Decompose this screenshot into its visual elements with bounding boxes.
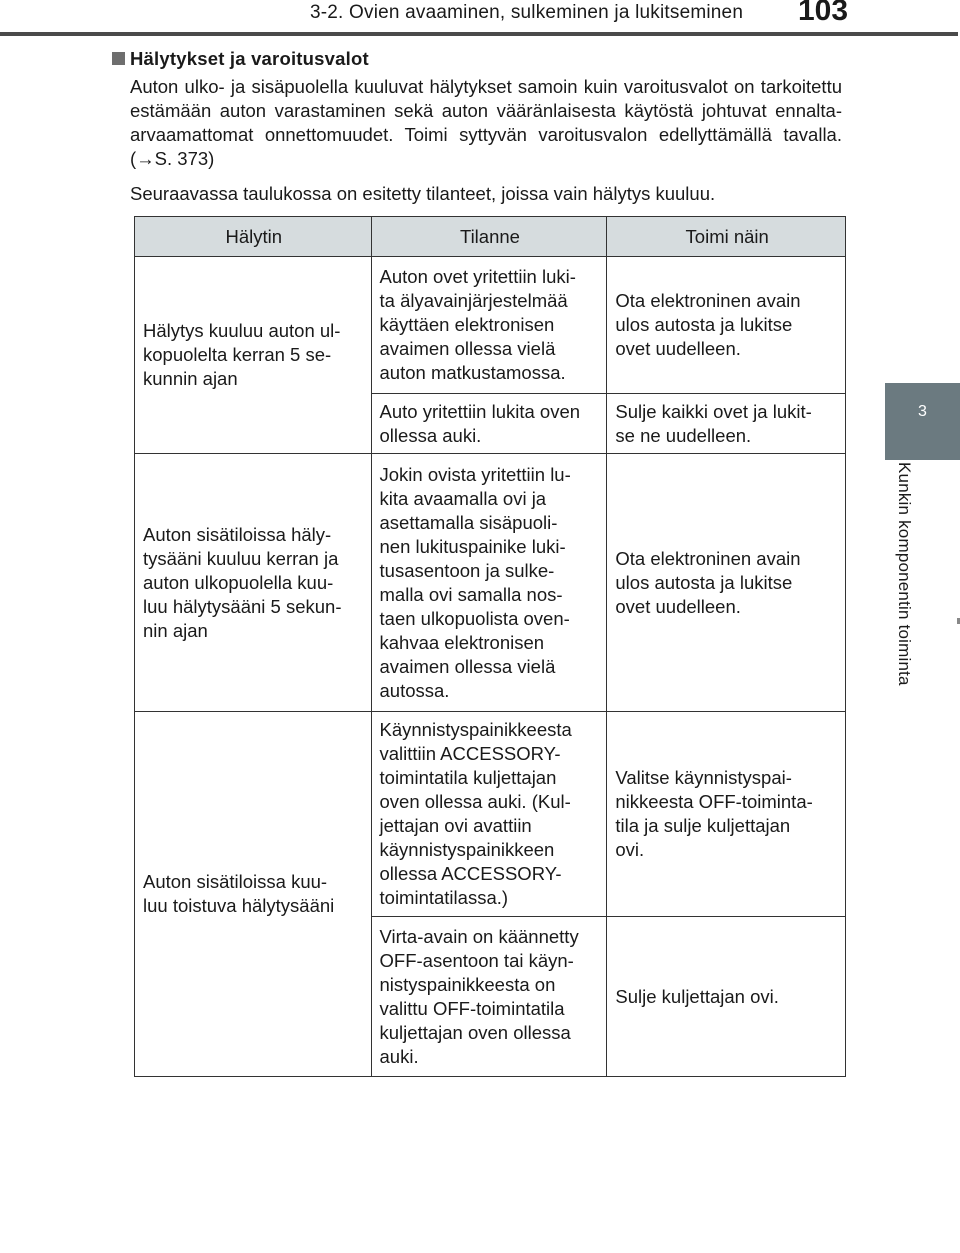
alarm-cell: Auton sisätiloissa häly- tysääni kuuluu kerran ja auton ulkopuolella kuu- luu hälytysääni 5 sekun- nin ajan bbox=[135, 454, 372, 712]
table-row bbox=[135, 454, 846, 712]
table-intro-paragraph: Seuraavassa taulukossa on esitetty tilanteet, joissa vain hälytys kuuluu. bbox=[130, 183, 716, 204]
chapter-tab-number: 3 bbox=[918, 403, 927, 420]
action-cell: Sulje kaikki ovet ja lukit- se ne uudelleen. bbox=[607, 394, 846, 454]
chapter-side-label: Kunkin komponentin toiminta bbox=[895, 462, 914, 686]
situation-cell: Jokin ovista yritettiin lu- kita avaamalla ovi ja asettamalla sisäpuoli- nen lukituspainike luki- tusasentoon ja sulke- malla ovi samalla nos- taen ulkopuolista oven- kahvaa elektronisen avaimen ollessa vielä autossa. bbox=[371, 454, 607, 712]
situation-cell: Virta-avain on käännetty OFF-asentoon tai käyn- nistyspainikkeesta on valittu OFF-toimintatila kuljettajan oven ollessa auki. bbox=[371, 917, 607, 1077]
alarm-table bbox=[134, 216, 846, 1077]
intro-paragraph: Auton ulko- ja sisäpuolella kuuluvat hälytykset samoin kuin varoitusvalot on tarkoitettu estämään auton varastaminen sekä auton vääränlaisesta käytöstä johtuvat ennalta-arvaamattomat onnettomuudet. Toimi syttyvän varoitusvalon edellyttämällä tavalla. (→S. 373) bbox=[130, 76, 842, 169]
action-cell: Ota elektroninen avain ulos autosta ja lukitse ovet uudelleen. bbox=[607, 454, 846, 712]
section-heading bbox=[112, 48, 369, 70]
action-cell: Ota elektroninen avain ulos autosta ja lukitse ovet uudelleen. bbox=[607, 257, 846, 394]
column-header-situation: Tilanne bbox=[371, 217, 607, 257]
column-header-alarm: Hälytin bbox=[135, 217, 372, 257]
header-title: 3-2. Ovien avaaminen, sulkeminen ja lukitseminen bbox=[310, 2, 744, 23]
alarm-cell: Hälytys kuuluu auton ul- kopuolelta kerran 5 se- kunnin ajan bbox=[135, 257, 372, 454]
situation-cell: Auto yritettiin lukita oven ollessa auki. bbox=[371, 394, 607, 454]
page-number: 103 bbox=[798, 0, 849, 27]
section-heading-text: Hälytykset ja varoitusvalot bbox=[130, 48, 369, 69]
action-cell: Valitse käynnistyspai- nikkeesta OFF-toiminta- tila ja sulje kuljettajan ovi. bbox=[607, 712, 846, 917]
action-cell: Sulje kuljettajan ovi. bbox=[607, 917, 846, 1077]
situation-cell: Auton ovet yritettiin luki- ta älyavainjärjestelmää käyttäen elektronisen avaimen ollessa vielä auton matkustamossa. bbox=[371, 257, 607, 394]
bullet-square-icon bbox=[112, 52, 125, 65]
column-header-action: Toimi näin bbox=[607, 217, 846, 257]
table-row bbox=[135, 257, 846, 394]
alarm-cell: Auton sisätiloissa kuu- luu toistuva hälytysääni bbox=[135, 712, 372, 1077]
situation-cell: Käynnistyspainikkeesta valittiin ACCESSORY- toimintatila kuljettajan oven ollessa auki. (Kul- jettajan ovi avattiin käynnistyspainikkeen ollessa ACCESSORY- toimintatilassa.) bbox=[371, 712, 607, 917]
header-divider bbox=[0, 32, 958, 36]
chapter-tab bbox=[885, 383, 960, 460]
table-row bbox=[135, 712, 846, 917]
table-header-row bbox=[135, 217, 846, 257]
